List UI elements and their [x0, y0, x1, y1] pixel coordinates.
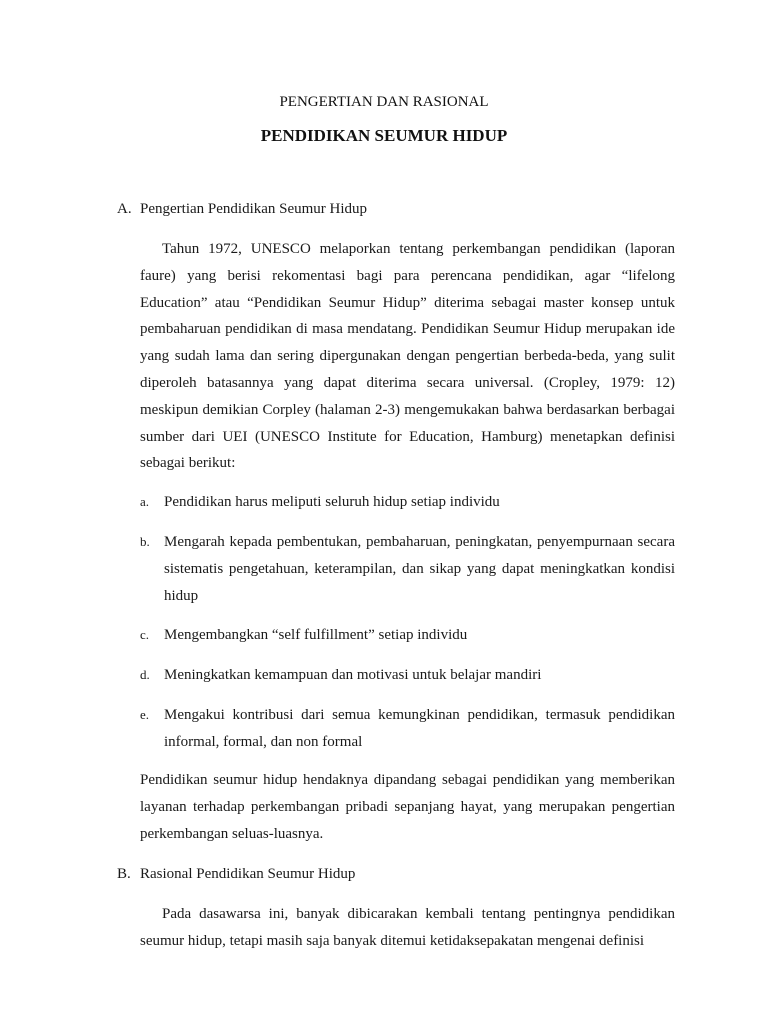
list-item-e — [140, 702, 675, 756]
section-b-title: Rasional Pendidikan Seumur Hidup — [140, 866, 356, 882]
list-item-c — [140, 622, 675, 649]
list-item-d — [140, 662, 675, 689]
list-item-text: Pendidikan harus meliputi seluruh hidup setiap individu — [164, 494, 500, 510]
list-item-label: d. — [140, 667, 150, 682]
document-title-line2: PENDIDIKAN SEUMUR HIDUP — [260, 126, 508, 145]
section-b-paragraph: Pada dasawarsa ini, banyak dibicarakan kembali tentang pentingnya pendidikan seumur hidup, tetapi masih saja banyak ditemui ketidaksepakatan mengenai definisi — [140, 906, 675, 949]
section-b-label: B. — [117, 866, 131, 882]
document-title-line1: PENGERTIAN DAN RASIONAL — [279, 94, 489, 110]
list-item-label: b. — [140, 534, 150, 549]
list-item-text: Mengakui kontribusi dari semua kemungkinan pendidikan, termasuk pendidikan informal, formal, dan non formal — [164, 707, 675, 750]
section-a-title: Pengertian Pendidikan Seumur Hidup — [140, 201, 368, 217]
section-a-label: A. — [117, 201, 132, 217]
list-item-text: Meningkatkan kemampuan dan motivasi untuk belajar mandiri — [164, 667, 542, 683]
section-a-paragraph: Tahun 1972, UNESCO melaporkan tentang perkembangan pendidikan (laporan faure) yang berisi rekomentasi bagi para perencana pendidikan, agar “lifelong Education” atau “Pendidikan Seumur Hidup” diterima sebagai master konsep untuk pembaharuan pendidikan di masa mendatang. Pendidikan Seumur Hidup merupakan ide yang sudah lama dan sering dipergunakan dengan pengertian berbeda-beda, yang sulit diperoleh batasannya yang dapat diterima secara universal. (Cropley, 1979: 12) meskipun demikian Corpley (halaman 2-3) mengemukakan bahwa berdasarkan berbagai sumber dari UEI (UNESCO Institute for Education, Hamburg) menetapkan definisi sebagai berikut: — [140, 241, 675, 472]
section-a-heading — [117, 200, 367, 218]
list-item-a — [140, 489, 675, 516]
list-item-text: Mengembangkan “self fulfillment” setiap individu — [164, 627, 468, 643]
list-item-label: c. — [140, 627, 150, 642]
list-item-label: a. — [140, 494, 150, 509]
list-item-b — [140, 529, 675, 609]
list-item-label: e. — [140, 707, 150, 722]
list-item-text: Mengarah kepada pembentukan, pembaharuan, peningkatan, penyempurnaan secara sistematis pengetahuan, keterampilan, dan sikap yang dapat meningkatkan kondisi hidup — [164, 534, 675, 604]
section-a-closing-paragraph: Pendidikan seumur hidup hendaknya dipandang sebagai pendidikan yang memberikan layanan terhadap perkembangan pribadi sepanjang hayat, yang merupakan pengertian perkembangan seluas-luasnya. — [140, 772, 675, 842]
section-b-heading — [117, 865, 355, 883]
